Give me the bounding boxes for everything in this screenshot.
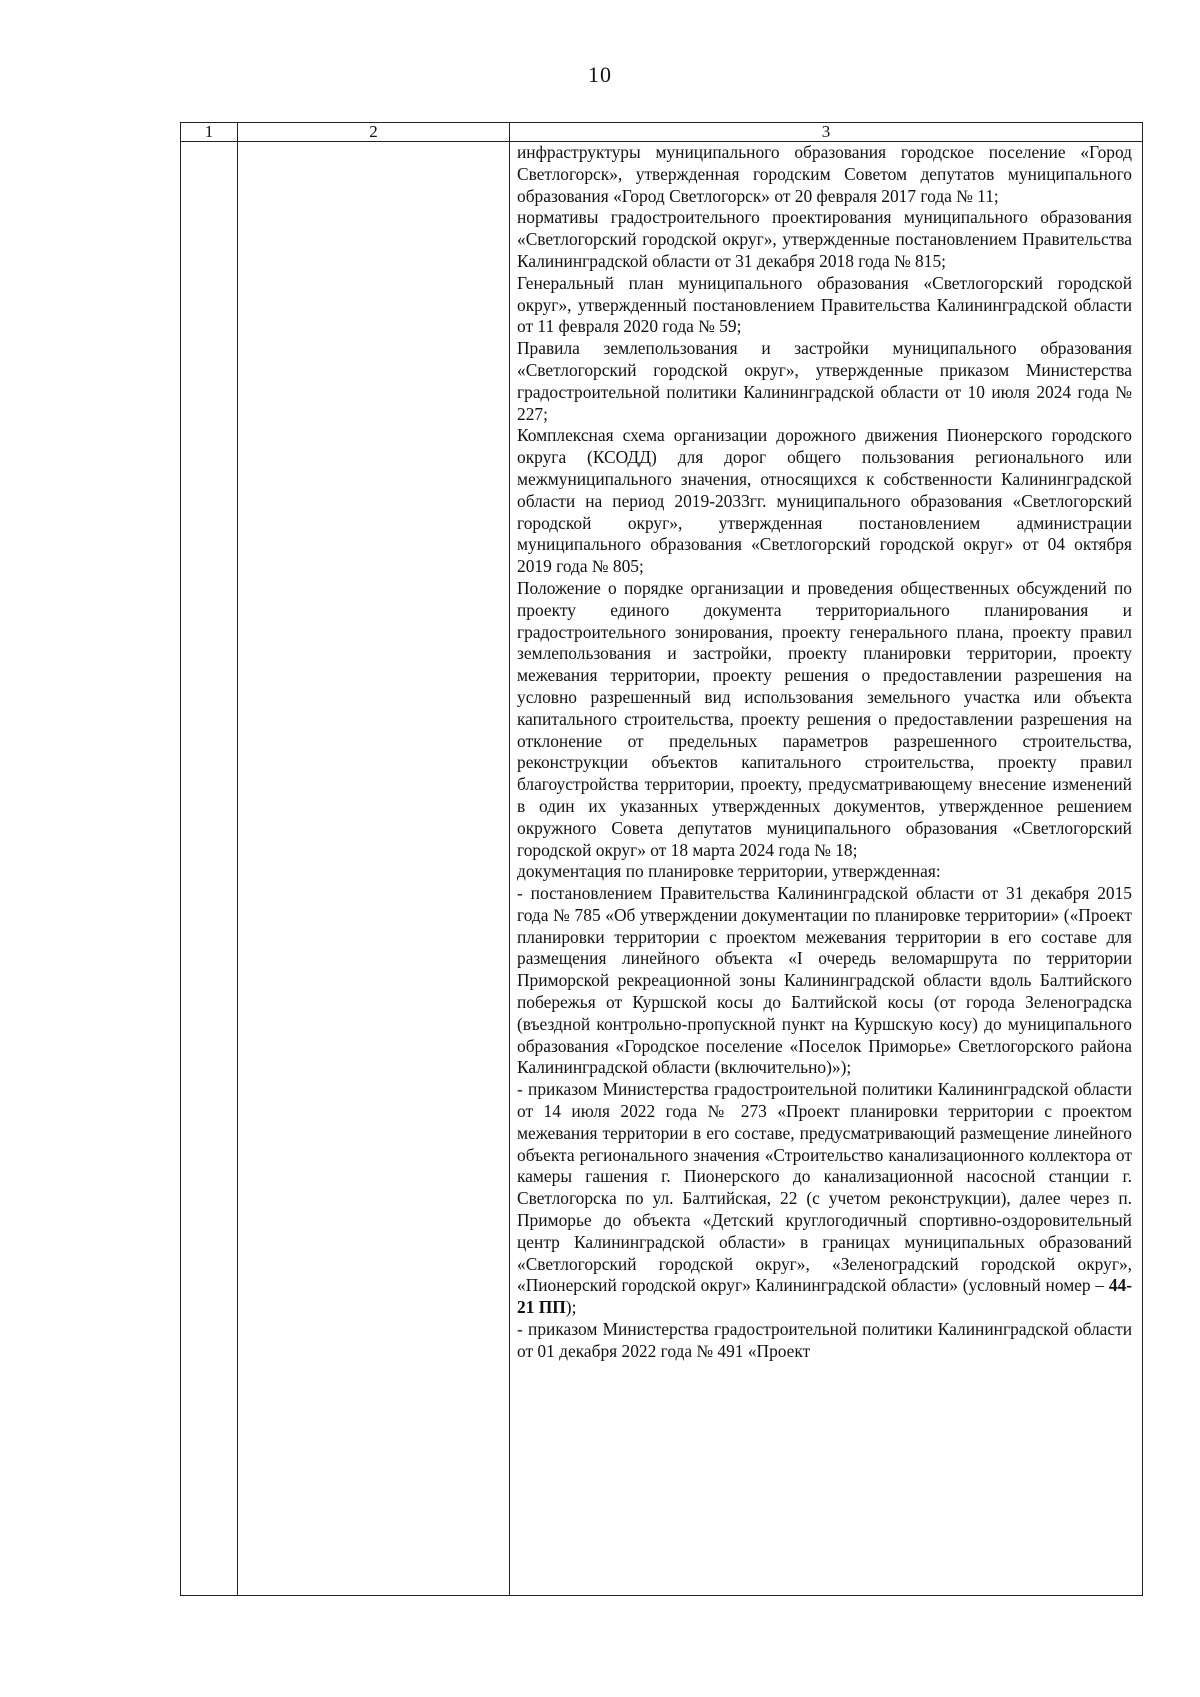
paragraph: документация по планировке территории, утвержденная:	[517, 861, 941, 882]
page-number: 10	[588, 62, 612, 87]
table-header-row	[181, 123, 1143, 142]
paragraph: нормативы градостроительного проектирования муниципального образования «Светлогорский городской округ», утвержденные постановлением Правительства Калининградской области от 31 декабря 2018 года № 815;	[517, 207, 1132, 271]
cell-col1	[181, 142, 238, 1596]
document-table	[180, 122, 1143, 1596]
paragraph: Правила землепользования и застройки муниципального образования «Светлогорский городской округ», утвержденные приказом Министерства градостроительной политики Калининградской области от 10 июля 2024 года № 227;	[517, 338, 1132, 424]
cell-col3	[510, 142, 1143, 1596]
paragraph: - приказом Министерства градостроительной политики Калининградской области от 01 декабря 2022 года № 491 «Проект	[517, 1319, 1132, 1361]
table-row	[181, 142, 1143, 1596]
paragraph: Комплексная схема организации дорожного движения Пионерского городского округа (КСОДД) для дорог общего пользования регионального или межмуниципального значения, относящихся к собственности Калининградской области на период 2019-2033гг. муниципального образования «Светлогорский городской округ», утвержденная постановлением администрации муниципального образования «Светлогорский городской округ» от 04 октября 2019 года № 805;	[517, 425, 1132, 577]
column-header-3: 3	[510, 123, 1143, 142]
paragraph: - постановлением Правительства Калининградской области от 31 декабря 2015 года № 785 «Об утверждении документации по планировке территории» («Проект планировки территории с проектом межевания территории в его составе для размещения линейного объекта «I очередь веломаршрута по территории Приморской рекреационной зоны Калининградской области вдоль Балтийского побережья от Куршской косы до Балтийской косы (от города Зеленоградска (въездной контрольно-пропускной пункт на Куршскую косу) до муниципального образования «Городское поселение «Поселок Приморье» Светлогорского района Калининградской области (включительно)»);	[517, 883, 1132, 1078]
paragraph: инфраструктуры муниципального образования городское поселение «Город Светлогорск», утвержденная городским Советом депутатов муниципального образования «Город Светлогорск» от 20 февраля 2017 года № 11;	[517, 142, 1132, 206]
paragraph-with-bold	[517, 1079, 1132, 1319]
paragraph-text: - приказом Министерства градостроительной политики Калининградской области от 14 июля 2022 года № 273 «Проект планировки территории с проектом межевания территории в его составе, предусматривающий размещение линейного объекта регионального значения «Строительство канализационного коллектора от камеры гашения г. Пионерского до канализационной насосной станции г. Светлогорска по ул. Балтийская, 22 (с учетом реконструкции), далее через п. Приморье до объекта «Детский круглогодичный спортивно-оздоровительный центр Калининградской области» в границах муниципальных образований «Светлогорский городской округ», «Зеленоградский городской округ», «Пионерский городской округ» Калининградской области» (условный номер –	[517, 1079, 1132, 1296]
paragraph: Генеральный план муниципального образования «Светлогорский городской округ», утвержденный постановлением Правительства Калининградской области от 11 февраля 2020 года № 59;	[517, 272, 1132, 337]
paragraph-tail: );	[565, 1297, 577, 1318]
column-header-2: 2	[238, 123, 510, 142]
conditional-number: 44-21 ПП	[517, 1275, 1132, 1318]
column-header-1: 1	[181, 123, 238, 142]
cell-col2	[238, 142, 510, 1596]
paragraph: Положение о порядке организации и проведения общественных обсуждений по проекту единого документа территориального планирования и градостроительного зонирования, проекту генерального плана, проекту правил землепользования и застройки, проекту планировки территории, проекту межевания территории, проекту решения о предоставлении разрешения на условно разрешенный вид использования земельного участка или объекта капитального строительства, проекту решения о предоставлении разрешения на отклонение от предельных параметров разрешенного строительства, реконструкции объектов капитального строительства, проекту правил благоустройства территории, проекту, предусматривающему внесение изменений в один их указанных утвержденных документов, утвержденное решением окружного Совета депутатов муниципального образования «Светлогорский городской округ» от 18 марта 2024 года № 18;	[517, 577, 1132, 860]
